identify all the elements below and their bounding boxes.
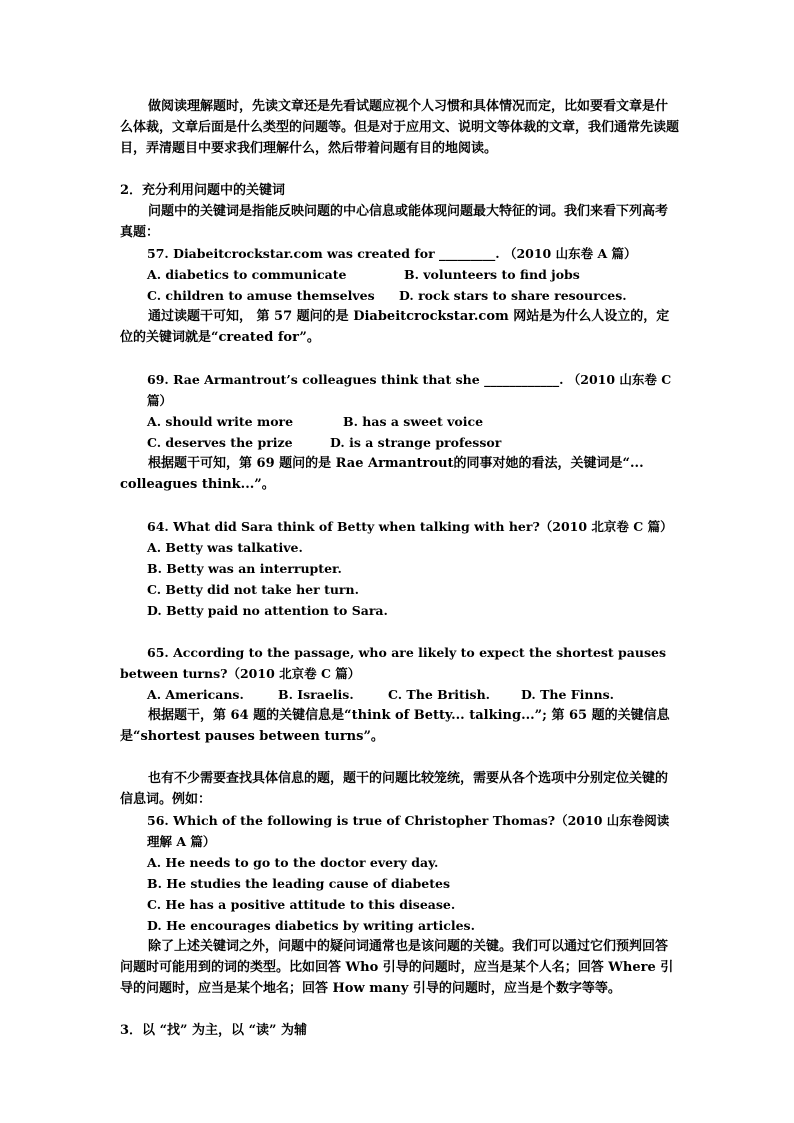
question-69-option-c: C. deserves the prize (147, 435, 293, 450)
question-57-stem: 57. Diabeitcrockstar.com was created for _________. （2010 山东卷 A 篇） (147, 246, 637, 261)
question-64-option-c: C. Betty did not take her turn. (147, 582, 359, 597)
question-65-stem: 65. According to the passage, who are likely to expect the shortest pauses between turns?（2010 北京卷 C 篇） (120, 645, 667, 681)
note-64-65: 根据题干，第 64 题的关键信息是“think of Betty... talking...”; 第 65 题的关键信息是“shortest pauses between turns”。 (120, 708, 670, 744)
question-64-option-d: D. Betty paid no attention to Sara. (147, 603, 388, 618)
question-56-option-a: A. He needs to go to the doctor every day. (147, 855, 439, 870)
question-64-option-b: B. Betty was an interrupter. (147, 561, 342, 576)
document-page (120, 96, 680, 1041)
question-56-stem: 56. Which of the following is true of Christopher Thomas?（2010 山东卷阅读理解 A 篇） (147, 813, 670, 849)
question-57-option-d: D. rock stars to share resources. (399, 288, 627, 303)
question-69-options-row-1 (120, 411, 680, 432)
section-2-paragraph-3: 除了上述关键词之外，问题中的疑问词通常也是该问题的关键。我们可以通过它们预判回答问题时可能用到的词的类型。比如回答 Who 引导的问题时，应当是某个人名；回答 Where 引导的问题时，应当是某个地名；回答 How many 引导的问题时，应当是个数字等等。 (120, 939, 674, 996)
question-64-option-a: A. Betty was talkative. (147, 540, 303, 555)
question-57-option-b: B. volunteers to find jobs (404, 267, 580, 282)
note-57: 通过读题干可知， 第 57 题问的是 Diabeitcrockstar.com 网站是为什么人设立的，定位的关键词就是“created for”。 (120, 309, 670, 345)
note-69: 根据题干可知，第 69 题问的是 Rae Armantrout的同事对她的看法，关键词是“... colleagues think...”。 (120, 456, 644, 492)
question-69-option-a: A. should write more (147, 414, 294, 429)
question-69-option-b: B. has a sweet voice (343, 414, 484, 429)
question-65-option-b: B. Israelis. (278, 687, 354, 702)
question-57-options-row-1 (120, 264, 680, 285)
question-69-stem: 69. Rae Armantrout’s colleagues think that she ____________. （2010 山东卷 C 篇） (147, 372, 672, 408)
question-56-option-c: C. He has a positive attitude to this disease. (147, 897, 456, 912)
question-57-options-row-2 (120, 285, 680, 306)
question-65-options (120, 684, 680, 705)
section-2-heading: 2．充分利用问题中的关键词 (120, 183, 286, 198)
question-57-option-c: C. children to amuse themselves (147, 288, 375, 303)
intro-paragraph: 做阅读理解题时，先读文章还是先看试题应视个人习惯和具体情况而定，比如要看文章是什么体裁，文章后面是什么类型的问题等。但是对于应用文、说明文等体裁的文章，我们通常先读题目，弄清题目中要求我们理解什么，然后带着问题有目的地阅读。 (120, 99, 680, 156)
question-64-stem: 64. What did Sara think of Betty when talking with her?（2010 北京卷 C 篇） (147, 519, 673, 534)
section-2-paragraph-2: 也有不少需要查找具体信息的题，题干的问题比较笼统，需要从各个选项中分别定位关键的信息词。例如： (120, 771, 669, 807)
question-56-option-b: B. He studies the leading cause of diabetes (147, 876, 451, 891)
section-3-heading: 3．以 “找” 为主，以 “读” 为辅 (120, 1023, 308, 1038)
question-69-option-d: D. is a strange professor (330, 435, 502, 450)
question-57-option-a: A. diabetics to communicate (147, 267, 347, 282)
question-65-option-c: C. The British. (388, 687, 491, 702)
section-2-paragraph: 问题中的关键词是指能反映问题的中心信息或能体现问题最大特征的词。我们来看下列高考真题： (120, 204, 669, 240)
question-65-option-a: A. Americans. (147, 687, 244, 702)
question-69-options-row-2 (120, 432, 680, 453)
question-56-option-d: D. He encourages diabetics by writing articles. (147, 918, 475, 933)
question-65-option-d: D. The Finns. (521, 687, 614, 702)
